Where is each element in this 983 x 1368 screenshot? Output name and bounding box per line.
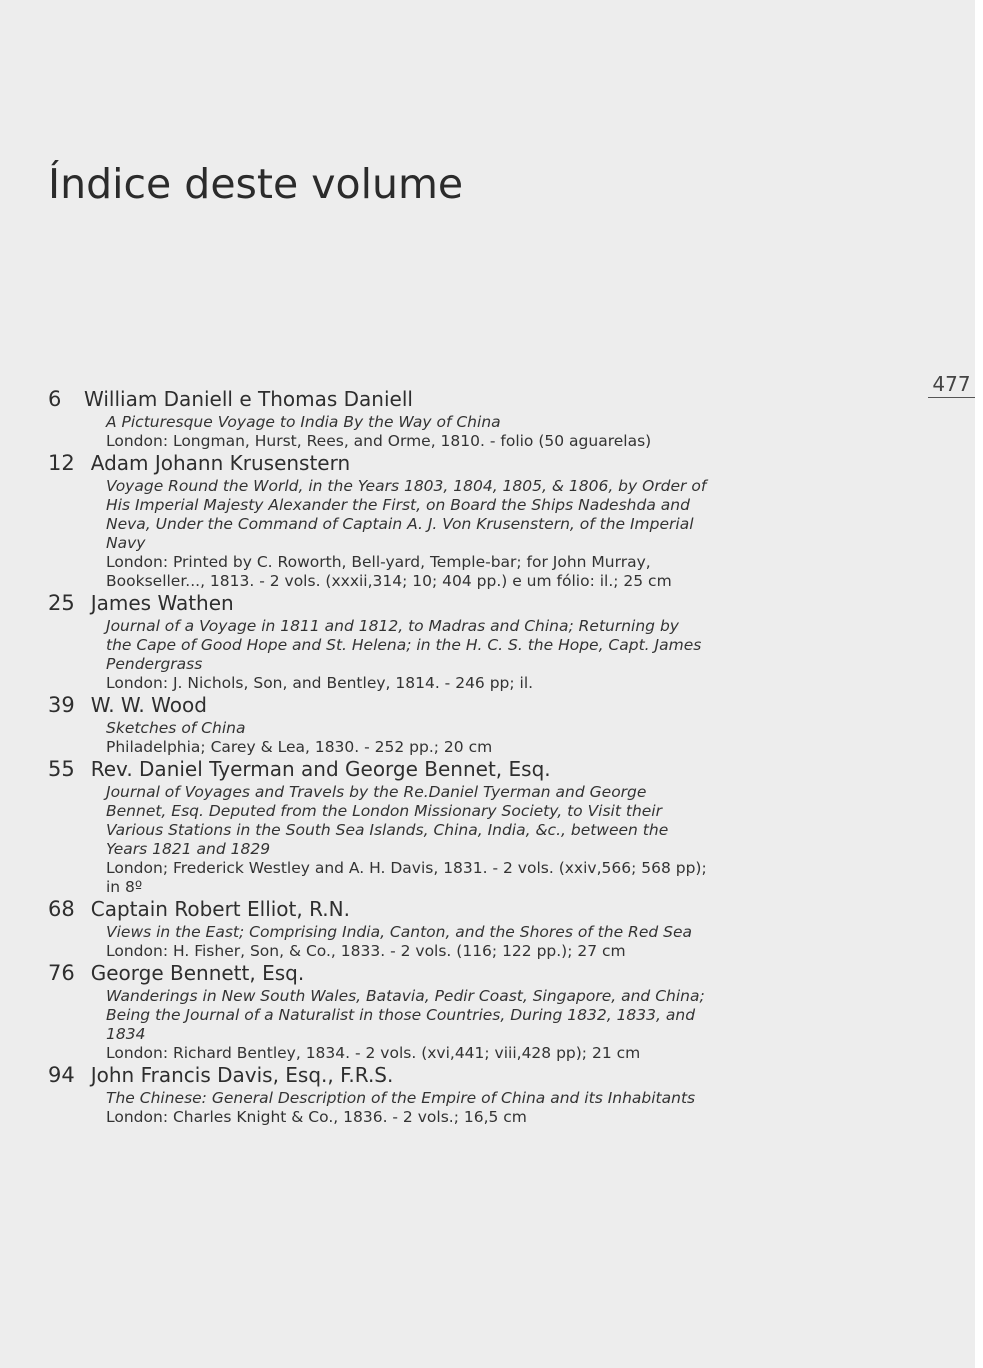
entry-number: 94 <box>48 1063 75 1087</box>
index-entry <box>48 591 708 693</box>
entry-author: John Francis Davis, Esq., F.R.S. <box>90 1063 394 1087</box>
entry-title: Voyage Round the World, in the Years 1803, 1804, 1805, & 1806, by Order of His Imperial Majesty Alexander the First, on Board the Ships Nadeshda and Neva, Under the Command of Captain A. J. Von Krusenstern, of the Imperial Navy <box>106 477 707 552</box>
entry-author: Captain Robert Elliot, R.N. <box>90 897 350 921</box>
index-entry <box>48 897 708 961</box>
index-entry <box>48 961 708 1063</box>
index-entry <box>48 757 708 897</box>
entry-title: Wanderings in New South Wales, Batavia, Pedir Coast, Singapore, and China; Being the Journal of a Naturalist in those Countries, During 1832, 1833, and 1834 <box>106 987 705 1043</box>
entry-imprint: London: Longman, Hurst, Rees, and Orme, 1810. - folio (50 aguarelas) <box>106 432 652 450</box>
entry-author: James Wathen <box>90 591 234 615</box>
entry-title: Sketches of China <box>106 719 246 737</box>
entry-title: Journal of Voyages and Travels by the Re.Daniel Tyerman and George Bennet, Esq. Deputed from the London Missionary Society, to Visit their Various Stations in the South Sea Islands, China, India, &c., between the Years 1821 and 1829 <box>106 783 669 858</box>
entry-number: 55 <box>48 757 75 781</box>
entry-title: The Chinese: General Description of the Empire of China and its Inhabitants <box>106 1089 696 1107</box>
entry-title: Views in the East; Comprising India, Canton, and the Shores of the Red Sea <box>106 923 692 941</box>
index-list <box>48 387 708 1127</box>
entry-imprint: London: Richard Bentley, 1834. - 2 vols. (xvi,441; viii,428 pp); 21 cm <box>106 1044 641 1062</box>
entry-number: 12 <box>48 451 75 475</box>
index-entry <box>48 1063 708 1127</box>
entry-imprint: London: H. Fisher, Son, & Co., 1833. - 2 vols. (116; 122 pp.); 27 cm <box>106 942 626 960</box>
entry-title: A Picturesque Voyage to India By the Way of China <box>106 413 501 431</box>
entry-number: 25 <box>48 591 75 615</box>
entry-imprint: London: Printed by C. Roworth, Bell-yard, Temple-bar; for John Murray, Bookseller..., 1813. - 2 vols. (xxxii,314; 10; 404 pp.) e um fólio: il.; 25 cm <box>106 553 672 590</box>
entry-author: W. W. Wood <box>90 693 207 717</box>
entry-imprint: London; Frederick Westley and A. H. Davis, 1831. - 2 vols. (xxiv,566; 568 pp); in 8º <box>106 859 707 896</box>
entry-imprint: Philadelphia; Carey & Lea, 1830. - 252 pp.; 20 cm <box>106 738 493 756</box>
page-title: Índice deste volume <box>48 160 464 208</box>
entry-number: 6 <box>48 387 62 411</box>
entry-imprint: London: Charles Knight & Co., 1836. - 2 vols.; 16,5 cm <box>106 1108 527 1126</box>
entry-number: 68 <box>48 897 75 921</box>
entry-imprint: London: J. Nichols, Son, and Bentley, 1814. - 246 pp; il. <box>106 674 534 692</box>
index-entry <box>48 693 708 757</box>
entry-number: 76 <box>48 961 75 985</box>
page-number: 477 <box>928 372 975 398</box>
page-edge <box>975 0 983 1368</box>
entry-number: 39 <box>48 693 75 717</box>
entry-author: Rev. Daniel Tyerman and George Bennet, Esq. <box>90 757 551 781</box>
entry-author: Adam Johann Krusenstern <box>90 451 351 475</box>
index-entry <box>48 451 708 591</box>
entry-title: Journal of a Voyage in 1811 and 1812, to Madras and China; Returning by the Cape of Good Hope and St. Helena; in the H. C. S. the Hope, Capt. James Pendergrass <box>106 617 702 673</box>
entry-author: William Daniell e Thomas Daniell <box>84 387 413 411</box>
entry-author: George Bennett, Esq. <box>90 961 305 985</box>
index-entry <box>48 387 708 451</box>
